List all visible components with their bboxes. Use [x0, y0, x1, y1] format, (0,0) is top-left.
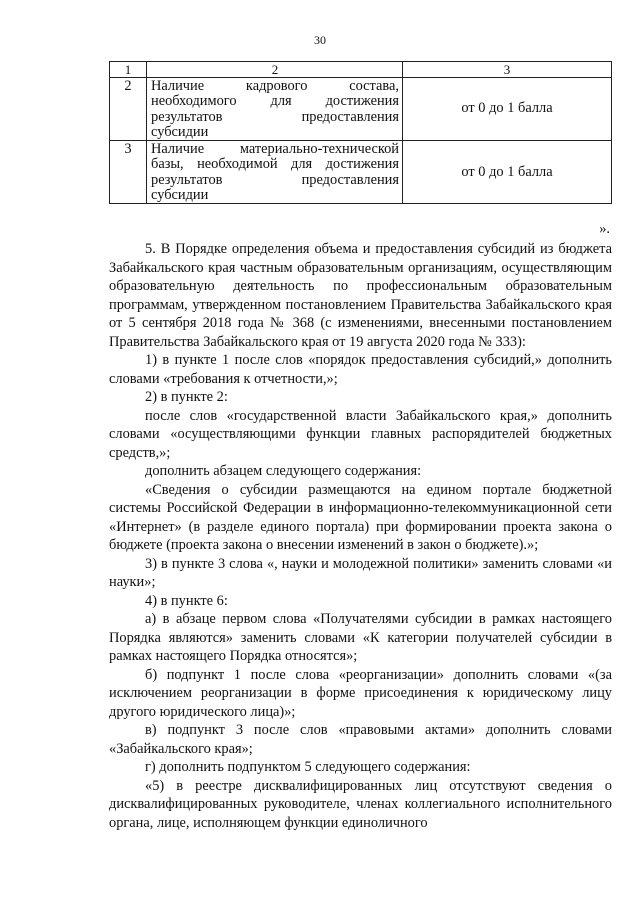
paragraph: 2) в пункте 2:: [145, 389, 228, 405]
criterion-line: результатов предоставления: [151, 108, 399, 125]
page-number: 30: [314, 33, 326, 47]
paragraph: после слов «государственной власти Забайкальского края,» дополнить словами «осуществляющими функции главных распорядителей бюджетных средств,»;: [109, 407, 612, 461]
criterion-text: [147, 141, 403, 204]
criterion-line: субсидии: [151, 187, 209, 204]
table-row: [110, 78, 612, 141]
score-cell: от 0 до 1 балла: [403, 141, 612, 204]
paragraph: г) дополнить подпунктом 5 следующего содержания:: [145, 759, 471, 775]
criterion-text: [147, 78, 403, 141]
criterion-line: результатов предоставления: [151, 171, 399, 188]
closing-quote-mark: ».: [599, 221, 610, 237]
row-number: 3: [110, 141, 147, 204]
paragraph: «Сведения о субсидии размещаются на едином портале бюджетной системы Российской Федерации в информационно-телекоммуникационной сети «Интернет» (в разделе единого портала) при формировании проекта закона о бюджете (проекта закона о внесении изменений в закон о бюджете).»;: [109, 481, 612, 553]
table-header-row: [110, 62, 612, 78]
paragraph: а) в абзаце первом слова «Получателями субсидии в рамках настоящего Порядка являются» заменить словами «К категории получателей субсидии в рамках настоящего Порядка относятся»;: [109, 611, 612, 664]
criteria-table: [109, 61, 612, 204]
paragraph: «5) в реестре дисквалифицированных лиц отсутствуют сведения о дисквалифицированных руководителе, членах коллегиального исполнительного органа, лице, исполняющем функции единоличного: [109, 777, 612, 831]
table-row: [110, 141, 612, 204]
paragraph: 3) в пункте 3 слова «, науки и молодежной политики» заменить словами «и науки»;: [109, 555, 612, 590]
paragraph: 5. В Порядке определения объема и предоставления субсидий из бюджета Забайкальского края частным образовательным организациям, осуществляющим образовательную деятельность по профессиональным образовательным программам, утвержденном постановлением Правительства Забайкальского края от 5 сентября 2018 года № 368 (с изменениями, внесенными постановлением Правительства Забайкальского края от 19 августа 2020 года № 333):: [109, 241, 612, 350]
criterion-line: Наличие материально-технической: [151, 141, 399, 158]
paragraph: 1) в пункте 1 после слов «порядок предоставления субсидий,» дополнить словами «требования к отчетности,»;: [109, 352, 612, 387]
row-number: 2: [110, 78, 147, 141]
header-cell: 2: [147, 62, 403, 78]
criterion-line: необходимого для достижения: [151, 93, 399, 110]
paragraph: 4) в пункте 6:: [145, 592, 228, 609]
criterion-line: базы, необходимой для достижения: [151, 156, 399, 173]
paragraph: б) подпункт 1 после слова «реорганизации» дополнить словами «(за исключением реорганизации в форме присоединения к юридическому лицу другого юридического лица)»;: [109, 666, 612, 720]
paragraph: в) подпункт 3 после слов «правовыми актами» дополнить словами «Забайкальского края»;: [109, 722, 612, 757]
header-cell: 1: [110, 62, 147, 78]
criterion-line: субсидии: [151, 123, 209, 140]
criterion-line: Наличие кадрового состава,: [151, 78, 399, 94]
paragraph: дополнить абзацем следующего содержания:: [145, 463, 422, 479]
header-cell: 3: [403, 62, 612, 78]
score-cell: от 0 до 1 балла: [403, 78, 612, 141]
document-body: [109, 240, 612, 832]
